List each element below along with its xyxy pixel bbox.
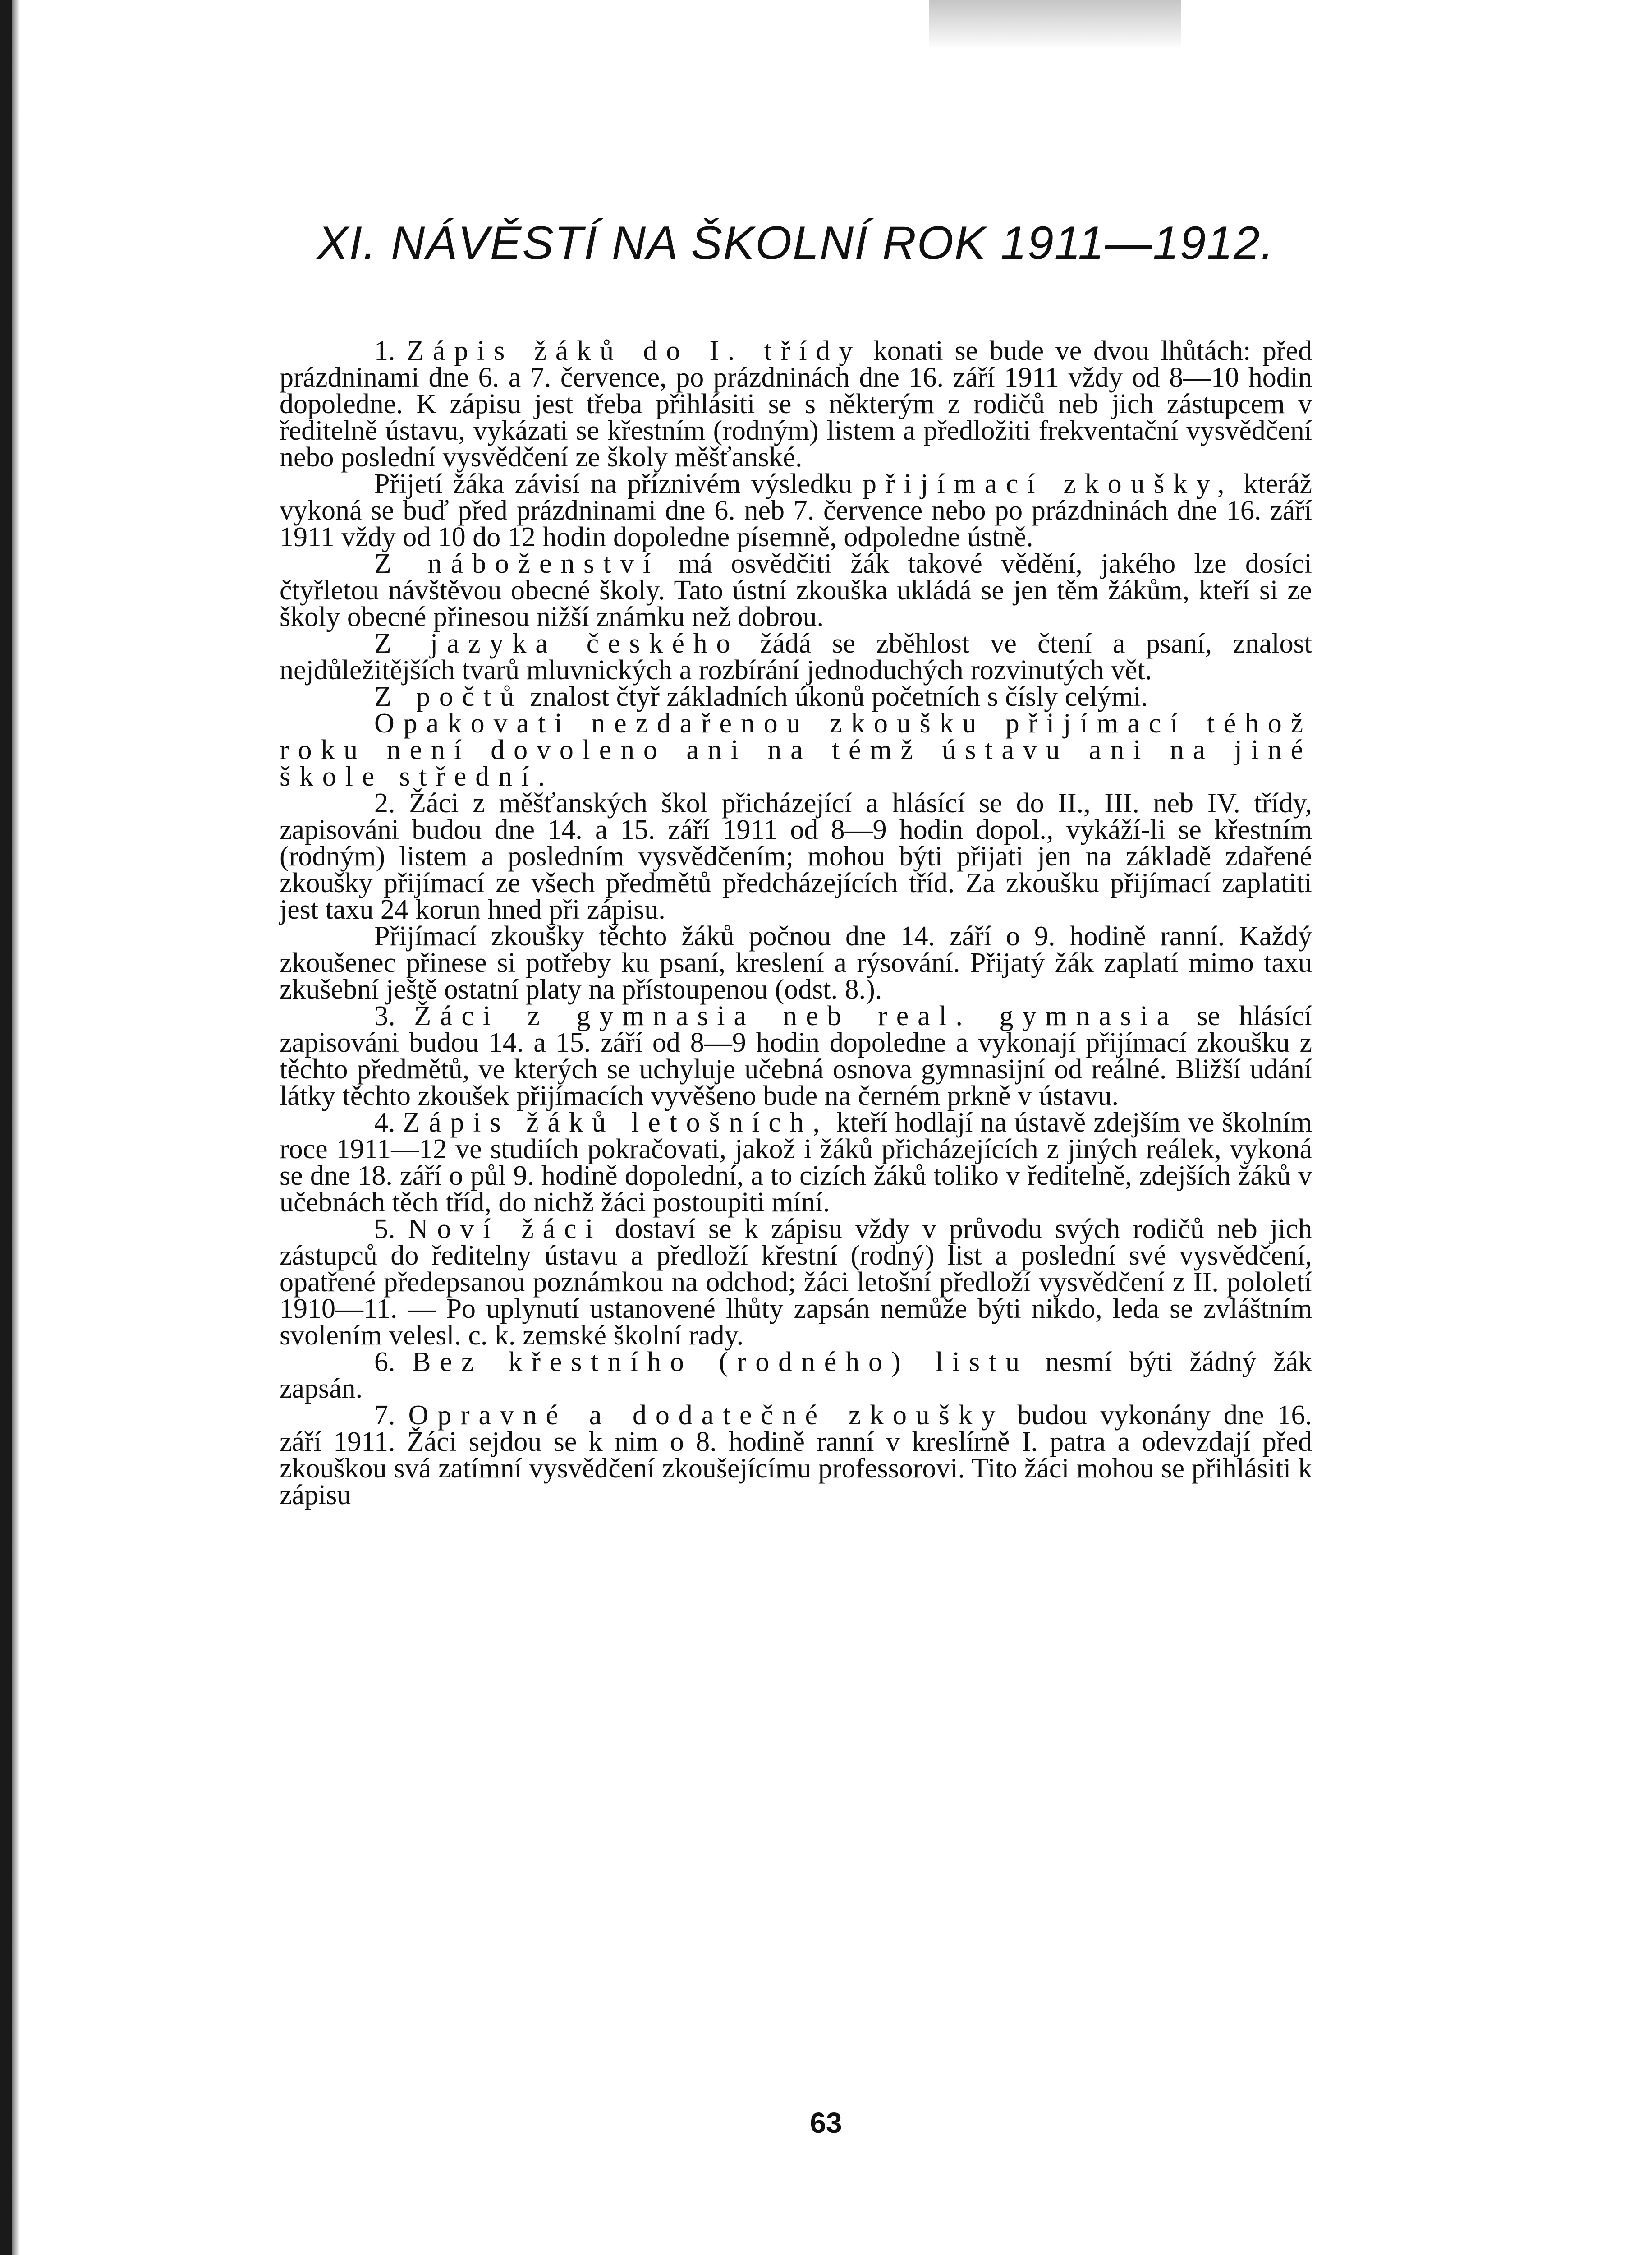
spaced-heading: Z počtů [374, 681, 523, 712]
spaced-heading: Z jazyka českého [374, 628, 739, 659]
paragraph-3 [280, 1003, 1312, 1109]
paragraph-text: kteří hodlají na ústavě zdejším ve školním roce 1911—12 ve studiích pokračovati, jakož i žáků přicházejících z jiných reálek, vykoná se dne 18. září o půl 9. hodině dopolední, a to cizích žáků toliko v ředitelně, zdejších žáků v učebnách těch tříd, do nichž žáci postoupiti míní. [280, 1107, 1312, 1218]
paragraph-2b [280, 923, 1312, 1003]
paragraph-1e [280, 681, 1312, 712]
spaced-heading: Opravné a dodatečné zkoušky [408, 1400, 1005, 1431]
paragraph-lead: Přijetí žáka závisí na příznivém výsledku [374, 469, 852, 499]
paragraph-1c [280, 548, 1312, 632]
paragraph-number: 2. [374, 788, 395, 819]
page-title: XI. NÁVĚSTÍ NA ŠKOLNÍ ROK 1911—1912. [317, 217, 1275, 269]
paragraph-text: Žáci z měšťanských škol přicházející a hlásící se do II., III. neb IV. třídy, zapisováni budou dne 14. a 15. září 1911 od 8—9 hodin dopol., vykáží-li se křestním (rodným) listem a posledním vysvědčením; mohou býti přijati jen na základě zdařené zkoušky přijímací ze všech předmětů předcházejících tříd. Za zkoušku přijímací zaplatiti jest taxu 24 korun hned při zápisu. [280, 788, 1312, 925]
scan-left-edge-shadow [12, 0, 20, 2255]
paragraph-text: dostaví se k zápisu vždy v průvodu svých rodičů neb jich zástupců do ředitelny ústavu a předloží křestní (rodný) list a poslední své vysvědčení, opatřené předepsanou poznámkou na odchod; žáci letošní předloží vysvědčení z II. pololetí 1910—11. — Po uplynutí ustanovené lhůty zapsán nemůže býti nikdo, leda se zvláštním svolením velesl. c. k. zemské školní rady. [280, 1214, 1312, 1351]
paragraph-text: budou vykonány dne 16. září 1911. Žáci sejdou se k nim o 8. hodině ranní v kreslírně I. patra a odevzdají před zkouškou svá zatímní vysvědčení zkoušejícímu professorovi. Tito žáci mohou se přihlásiti k zápisu [280, 1400, 1312, 1510]
paragraph-1b [280, 471, 1312, 551]
spaced-heading: přijímací zkoušky, [863, 469, 1234, 499]
spaced-heading: Zápis žáků letošních, [403, 1107, 829, 1138]
spaced-heading: Noví žáci [408, 1214, 602, 1244]
paragraph-number: 6. [374, 1347, 395, 1377]
paragraph-text: konati se bude ve dvou lhůtách: před prázdninami dne 6. a 7. července, po prázdninách dne 16. září 1911 vždy od 8—10 hodin dopoledne. K zápisu jest třeba přihlásiti se s některým z rodičů neb jich zástupcem v ředitelně ústavu, vykázati se křestním (rodným) listem a předložiti frekventační vysvědčení nebo poslední vysvědčení ze školy měšťanské. [280, 336, 1312, 473]
page-number: 63 [810, 2107, 842, 2139]
spaced-heading: Bez křestního (rodného) listu [412, 1347, 1028, 1377]
paragraph-number: 1. [374, 336, 395, 366]
paragraph-2 [280, 790, 1312, 923]
paragraph-text: Přijímací zkoušky těchto žáků počnou dne 14. září o 9. hodině ranní. Každý zkoušenec přinese si potřeby ku psaní, kreslení a rýsování. Přijatý žák zaplatí mimo taxu zkušební ještě ostatní platy na přístoupenou (odst. 8.). [280, 921, 1312, 1005]
paragraph-1d [280, 630, 1312, 684]
paragraph-1 [280, 338, 1312, 471]
paragraph-number: 7. [374, 1400, 395, 1431]
scan-top-smudge [929, 0, 1181, 50]
paragraph-7 [280, 1402, 1312, 1509]
paragraph-text: znalost čtyř základních úkonů početních s čísly celými. [530, 681, 1148, 712]
paragraph-text: žádá se zběhlost ve čtení a psaní, znalost nejdůležitějších tvarů mluvnických a rozbírání jednoduchých rozvinutých vět. [280, 628, 1312, 686]
paragraph-6 [280, 1349, 1312, 1402]
page-body [280, 216, 1312, 1509]
spaced-heading: Žáci z gymnasia neb real. gymnasia [414, 1001, 1178, 1031]
paragraph-text: nesmí býti žádný žák zapsán. [280, 1347, 1312, 1404]
paragraph-number: 5. [374, 1214, 395, 1244]
paragraph-text: kteráž vykoná se buď před prázdninami dne 6. neb 7. července nebo po prázdninách dne 16. září 1911 vždy od 10 do 12 hodin dopoledne písemně, odpoledne ústně. [280, 469, 1312, 552]
paragraph-number: 3. [374, 1001, 395, 1031]
paragraph-4 [280, 1109, 1312, 1216]
paragraph-5 [280, 1216, 1312, 1349]
scan-left-edge [0, 0, 12, 2255]
spaced-heading: Opakovati nezdařenou zkoušku přijímací téhož roku není dovoleno ani na témž ústavu ani na jiné škole střední. [280, 708, 1312, 792]
spaced-heading: Zápis žáků do I. třídy [407, 336, 862, 366]
paragraph-number: 4. [374, 1107, 395, 1138]
paragraph-text: má osvědčiti žák takové vědění, jakého lze dosíci čtyřletou návštěvou obecné školy. Tato ústní zkouška ukládá se jen těm žákům, kteří si ze školy obecné přinesou nižší známku než dobrou. [280, 548, 1312, 632]
paragraph-1f [280, 710, 1312, 790]
paragraph-text: se hlásící zapisováni budou 14. a 15. září od 8—9 hodin dopoledne a vykonají přijímací zkoušku z těchto předmětů, ve kterých se uchyluje učebná osnova gymnasijní od reálné. Bližší udání látky těchto zkoušek přijímacích vyvěšeno bude na černém prkně v ústavu. [280, 1001, 1312, 1111]
spaced-heading: Z náboženství [374, 548, 660, 579]
